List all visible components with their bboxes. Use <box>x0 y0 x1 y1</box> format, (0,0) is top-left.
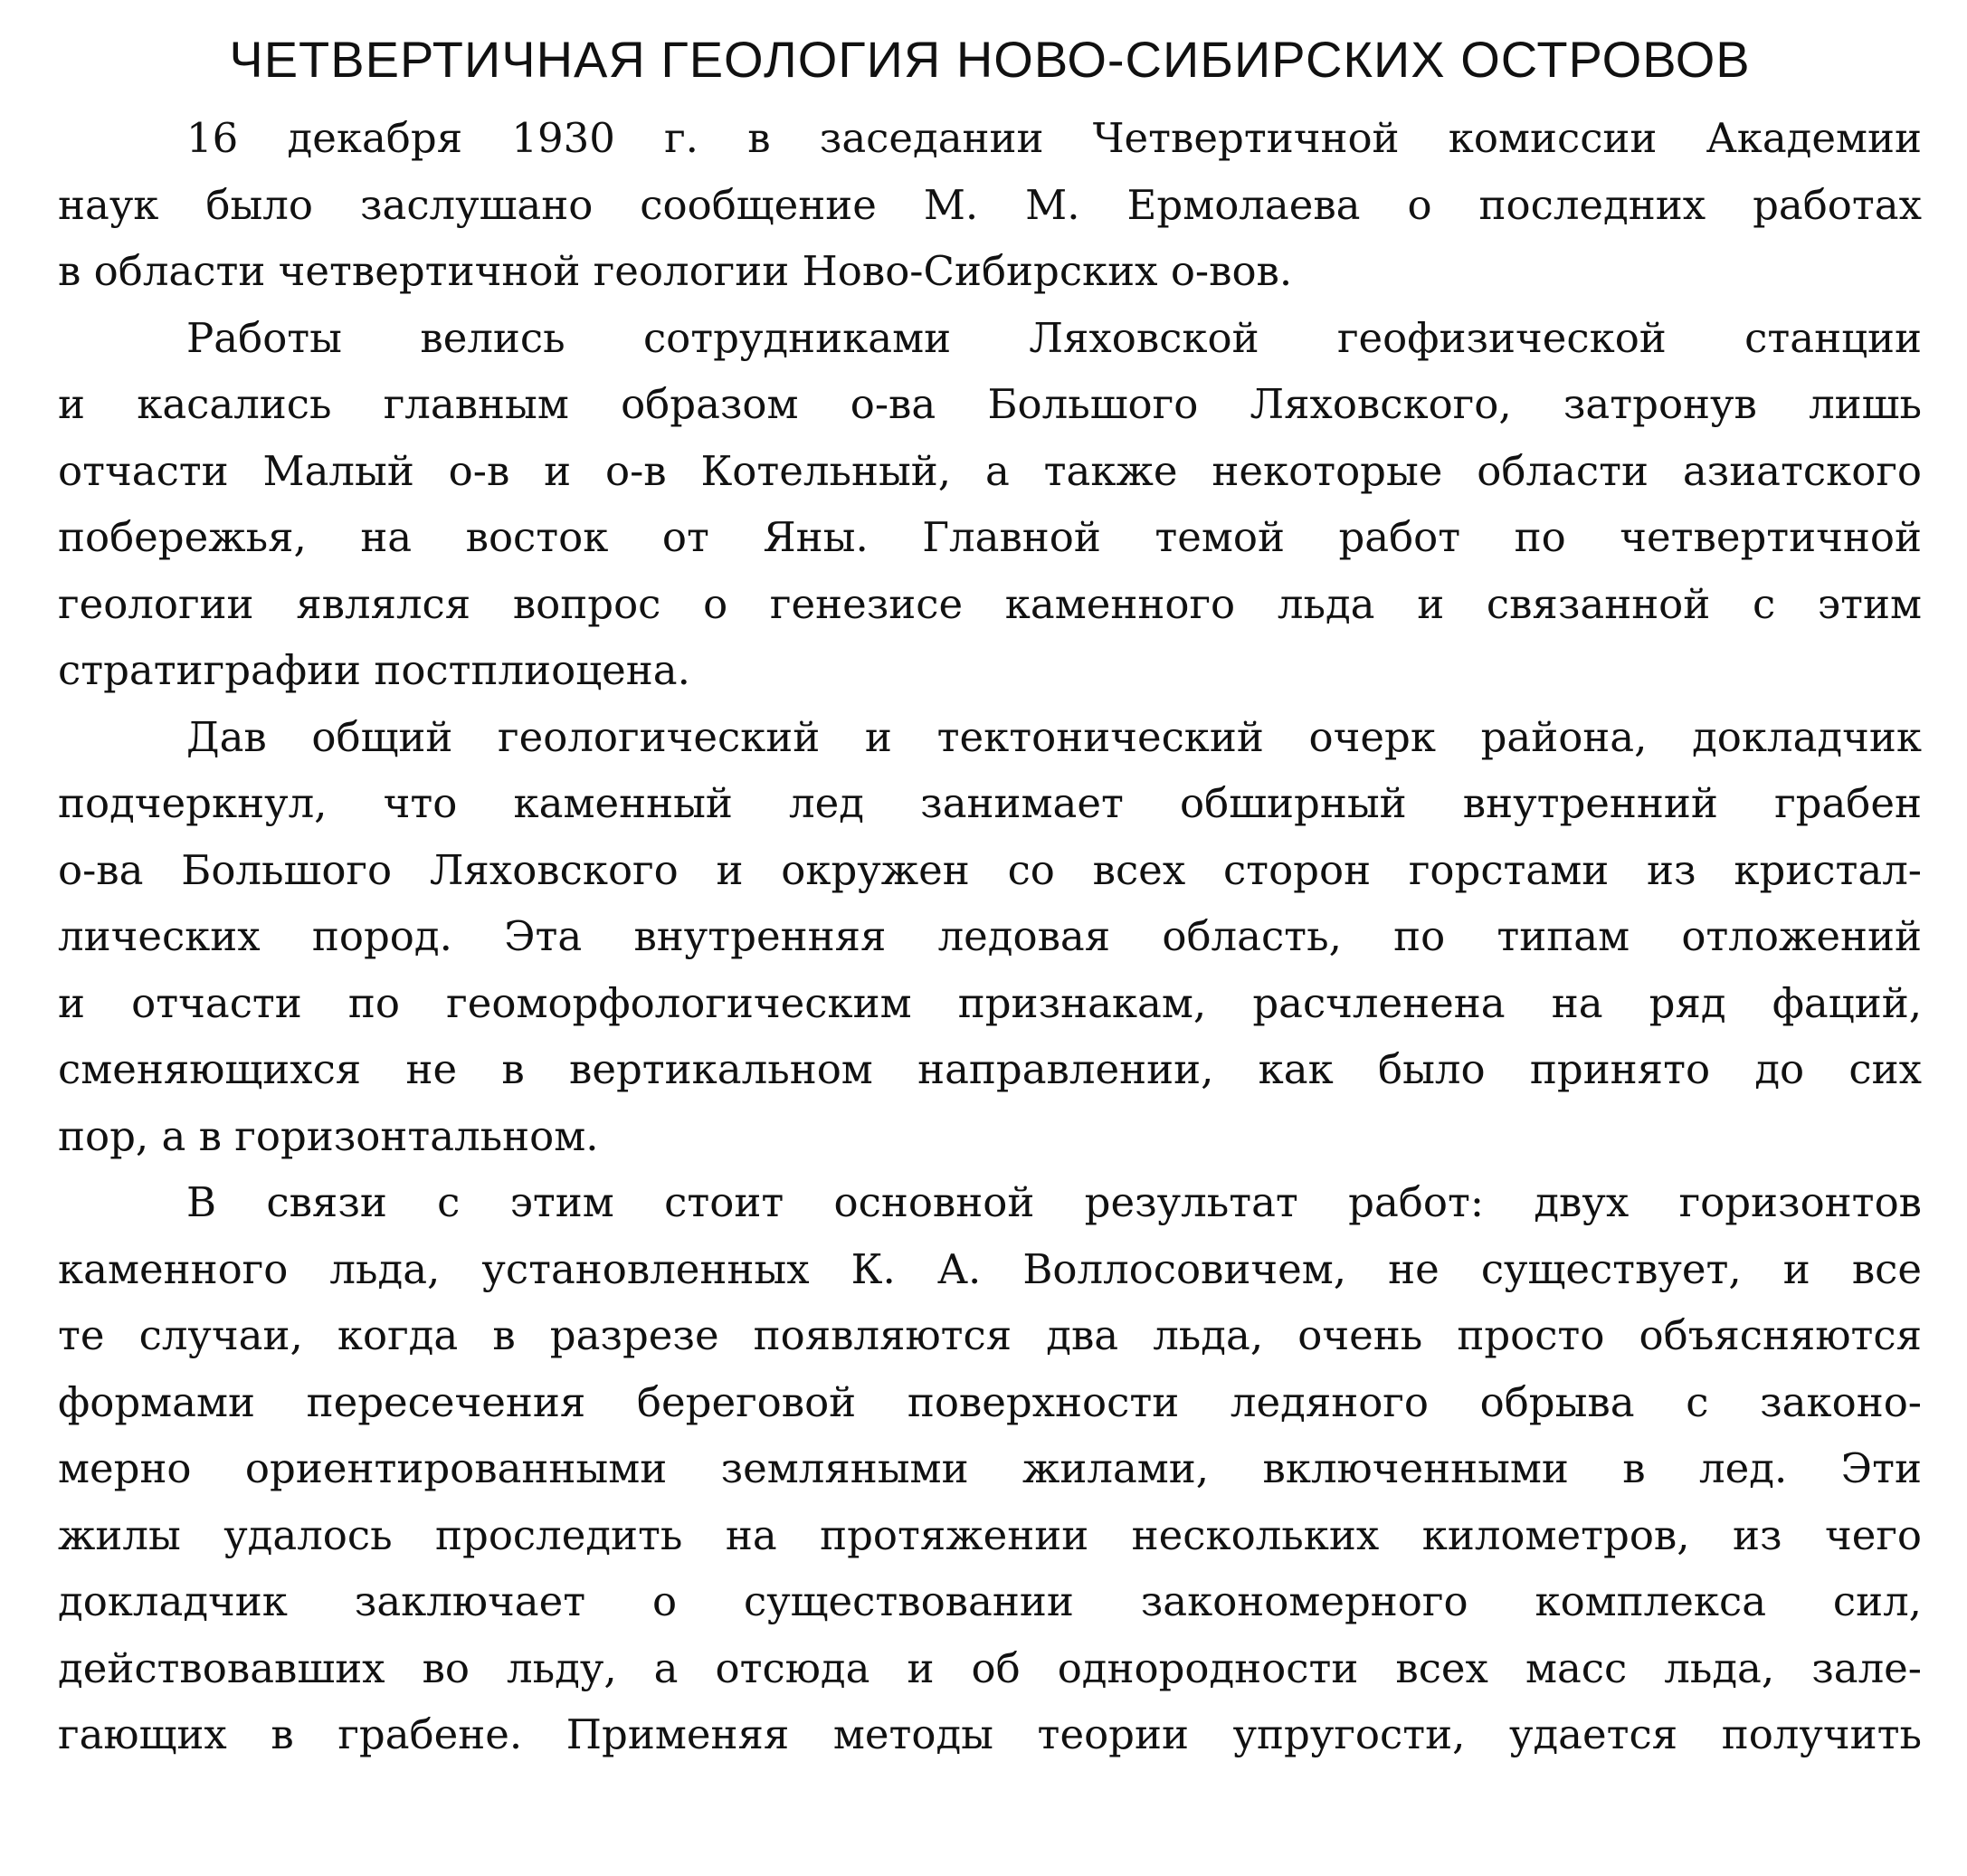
text-line: докладчик заключает о существовании закономерного комплекса сил, <box>58 1577 1922 1625</box>
text-line: в области четвертичной геологии Ново-Сибирских о-вов. <box>58 247 1293 295</box>
text-line: В связи с этим стоит основной результат работ: двух горизонтов <box>186 1178 1922 1226</box>
text-line: лических пород. Эта внутренняя ледовая область, по типам отложений <box>58 912 1922 960</box>
text-line: Работы велись сотрудниками Ляховской геофизической станции <box>186 313 1922 362</box>
paragraph-4 <box>58 1169 1922 1768</box>
text-line: сменяющихся не в вертикальном направлении, как было принято до сих <box>58 1045 1922 1093</box>
text-line: формами пересечения береговой поверхности ледяного обрыва с законо- <box>58 1377 1922 1426</box>
text-line: наук было заслушано сообщение М. М. Ермолаева о последних работах <box>58 180 1922 229</box>
document-page <box>58 27 1922 1768</box>
document-title: ЧЕТВЕРТИЧНАЯ ГЕОЛОГИЯ НОВО-СИБИРСКИХ ОСТРОВОВ <box>229 31 1751 88</box>
text-line: Дав общий геологический и тектонический очерк района, докладчик <box>186 712 1922 761</box>
text-line: жилы удалось проследить на протяжении нескольких километров, из чего <box>58 1510 1922 1559</box>
text-line: подчеркнул, что каменный лед занимает обширный внутренний грабен <box>58 779 1922 827</box>
text-line: каменного льда, установленных К. А. Воллосовичем, не существует, и все <box>58 1244 1922 1293</box>
paragraph-3 <box>58 704 1922 1170</box>
text-line: и касались главным образом о-ва Большого Ляховского, затронув лишь <box>58 380 1922 428</box>
text-line: 16 декабря 1930 г. в заседании Четвертичной комиссии Академии <box>186 114 1922 162</box>
text-line: побережья, на восток от Яны. Главной темой работ по четвертичной <box>58 513 1922 561</box>
text-line: гающих в грабене. Применяя методы теории упругости, удается получить <box>58 1710 1922 1758</box>
text-line: пор, а в горизонтальном. <box>58 1111 599 1160</box>
text-line: геологии являлся вопрос о генезисе каменного льда и связанной с этим <box>58 579 1922 628</box>
text-line: и отчасти по геоморфологическим признакам, расчленена на ряд фаций, <box>58 978 1922 1027</box>
text-line: отчасти Малый о-в и о-в Котельный, а также некоторые области азиатского <box>58 446 1922 495</box>
text-line: те случаи, когда в разрезе появляются два льда, очень просто объясняются <box>58 1311 1922 1359</box>
paragraph-1 <box>58 105 1922 305</box>
text-line: стратиграфии постплиоцена. <box>58 646 690 694</box>
text-line: действовавших во льду, а отсюда и об однородности всех масс льда, зале- <box>58 1643 1922 1692</box>
paragraph-2 <box>58 305 1922 704</box>
text-line: о-ва Большого Ляховского и окружен со всех сторон горстами из кристал- <box>58 845 1922 894</box>
text-line: мерно ориентированными земляными жилами, включенными в лед. Эти <box>58 1444 1922 1492</box>
